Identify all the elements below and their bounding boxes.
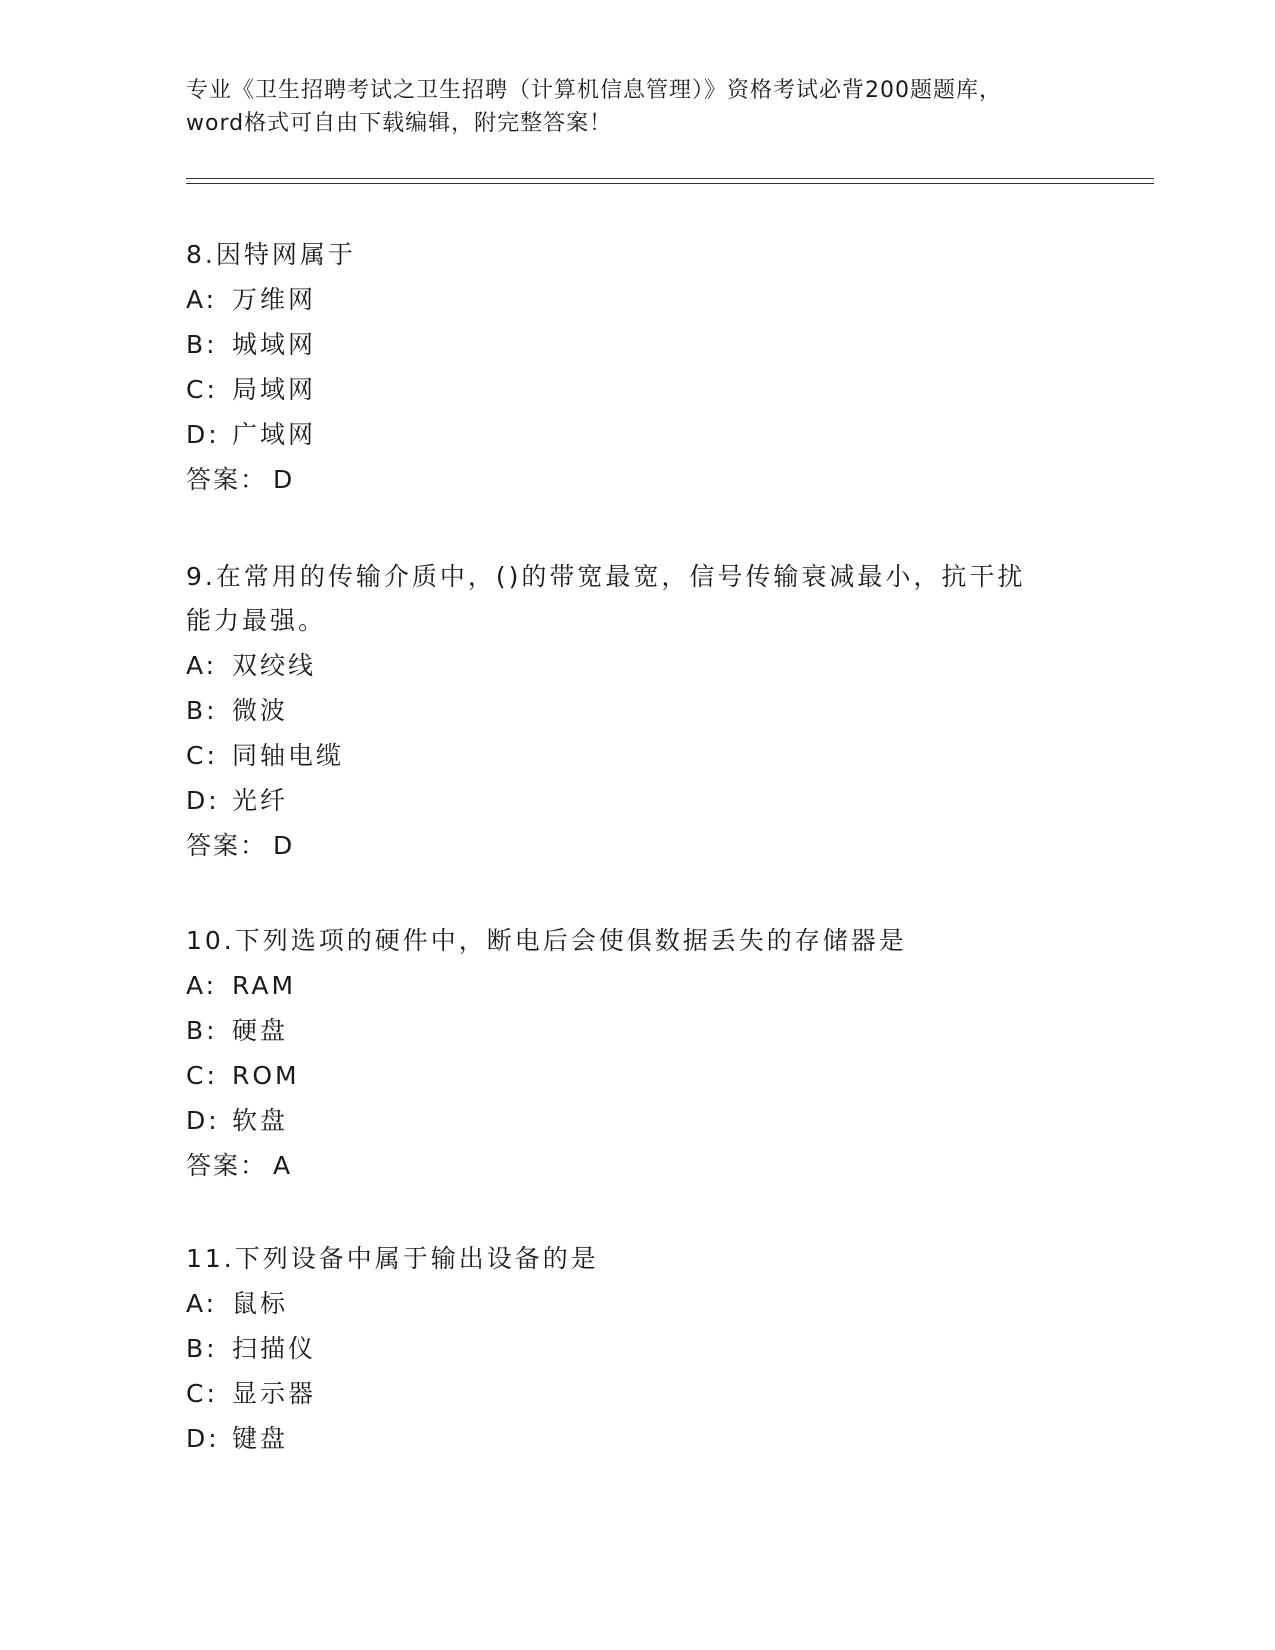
option-text: 局域网	[232, 375, 317, 404]
option-key: A:	[186, 651, 218, 680]
option-text: RAM	[232, 971, 297, 1000]
header-line-2: word格式可自由下载编辑，附完整答案！	[186, 111, 613, 136]
option-key: D:	[186, 1106, 220, 1135]
option-d	[186, 412, 1086, 457]
option-c	[186, 367, 1086, 412]
option-key: D:	[186, 1424, 220, 1453]
answer-value: D	[273, 831, 295, 860]
option-key: D:	[186, 420, 220, 449]
option-text: 万维网	[232, 285, 317, 314]
option-key: C:	[186, 1379, 218, 1408]
option-text: 显示器	[232, 1379, 317, 1408]
option-text: 广域网	[232, 420, 317, 449]
question-10	[186, 919, 1086, 1188]
option-d	[186, 778, 1086, 823]
option-a	[186, 643, 1086, 688]
option-key: B:	[186, 1334, 218, 1363]
option-c	[186, 1371, 1086, 1416]
header-line-1: 专业《卫生招聘考试之卫生招聘（计算机信息管理）》资格考试必背200题题库，	[186, 78, 1002, 103]
question-9	[186, 555, 1086, 868]
document-header	[186, 74, 1086, 140]
option-text: 双绞线	[232, 651, 317, 680]
option-text: ROM	[232, 1061, 300, 1090]
question-stem: 10.下列选项的硬件中，断电后会使俱数据丢失的存储器是	[186, 926, 907, 955]
option-text: 光纤	[232, 786, 289, 815]
answer-line	[186, 823, 1086, 868]
option-key: C:	[186, 741, 218, 770]
answer-label: 答案：	[186, 831, 268, 860]
question-stem: 11.下列设备中属于输出设备的是	[186, 1244, 599, 1273]
option-text: 硬盘	[232, 1016, 289, 1045]
question-11	[186, 1237, 1086, 1461]
option-key: B:	[186, 330, 218, 359]
option-b	[186, 322, 1086, 367]
answer-label: 答案：	[186, 465, 268, 494]
option-key: D:	[186, 786, 220, 815]
question-stem-line-1: 9.在常用的传输介质中，()的带宽最宽，信号传输衰减最小，抗干扰	[186, 562, 1026, 591]
option-text: 鼠标	[232, 1289, 289, 1318]
option-text: 软盘	[232, 1106, 289, 1135]
option-d	[186, 1416, 1086, 1461]
option-text: 键盘	[232, 1424, 289, 1453]
option-a	[186, 277, 1086, 322]
option-key: A:	[186, 971, 218, 1000]
option-b	[186, 1008, 1086, 1053]
option-d	[186, 1098, 1086, 1143]
option-text: 微波	[232, 696, 289, 725]
question-stem: 8.因特网属于	[186, 240, 356, 269]
question-8	[186, 233, 1086, 502]
answer-label: 答案：	[186, 1151, 268, 1180]
question-stem-line-2: 能力最强。	[186, 606, 327, 635]
option-key: C:	[186, 1061, 218, 1090]
answer-value: A	[273, 1151, 293, 1180]
answer-line	[186, 457, 1086, 502]
option-c	[186, 733, 1086, 778]
option-b	[186, 1326, 1086, 1371]
header-divider-top	[186, 178, 1154, 179]
option-key: C:	[186, 375, 218, 404]
answer-line	[186, 1143, 1086, 1188]
option-key: B:	[186, 696, 218, 725]
option-a	[186, 1281, 1086, 1326]
option-text: 扫描仪	[232, 1334, 317, 1363]
option-key: B:	[186, 1016, 218, 1045]
option-c	[186, 1053, 1086, 1098]
option-key: A:	[186, 1289, 218, 1318]
answer-value: D	[273, 465, 295, 494]
option-key: A:	[186, 285, 218, 314]
header-divider-bottom	[186, 183, 1154, 184]
option-a	[186, 963, 1086, 1008]
option-text: 城域网	[232, 330, 317, 359]
option-text: 同轴电缆	[232, 741, 345, 770]
option-b	[186, 688, 1086, 733]
